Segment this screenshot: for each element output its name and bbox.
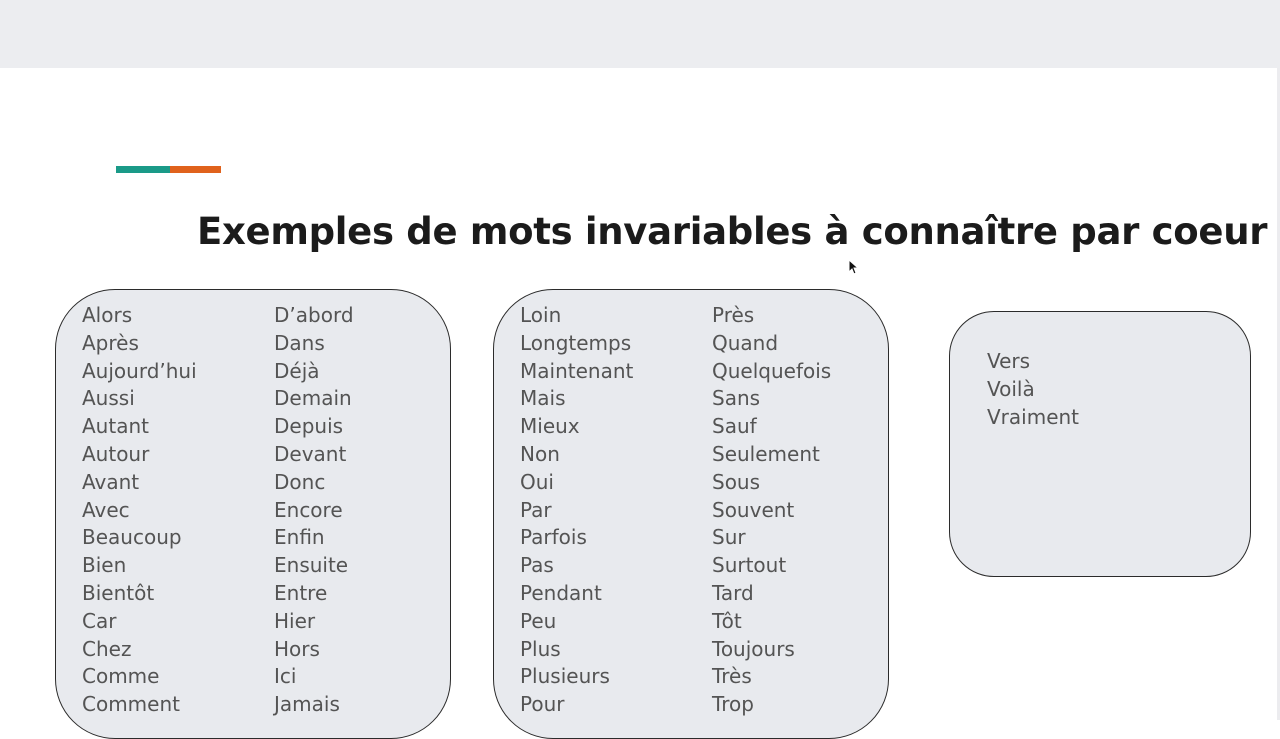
word-item: Enfin <box>274 525 325 550</box>
word-item: Ici <box>274 664 297 689</box>
word-item: Quand <box>712 330 779 355</box>
word-item: Plus <box>520 636 561 661</box>
word-item: Mieux <box>520 414 580 439</box>
word-item: Comme <box>82 664 160 689</box>
word-item: Entre <box>274 580 328 605</box>
word-item: Maintenant <box>520 358 634 383</box>
word-box-2 <box>493 289 889 739</box>
word-item: Par <box>520 497 552 522</box>
word-item: Avec <box>82 497 130 522</box>
top-toolbar-area <box>0 0 1280 68</box>
word-item: Ensuite <box>274 553 349 578</box>
word-item: Bien <box>82 553 127 578</box>
word-item: Longtemps <box>520 330 632 355</box>
word-item: Près <box>712 303 755 327</box>
word-item: Depuis <box>274 414 344 439</box>
word-column <box>712 302 831 719</box>
word-item: Très <box>712 664 752 689</box>
word-item: Trop <box>712 692 754 717</box>
word-item: Oui <box>520 469 554 494</box>
word-item: Avant <box>82 469 140 494</box>
word-item: Voilà <box>987 376 1035 401</box>
word-item: Déjà <box>274 358 320 383</box>
word-item: Devant <box>274 441 347 466</box>
word-item: Toujours <box>712 636 795 661</box>
word-box-1 <box>55 289 451 739</box>
word-item: Chez <box>82 636 132 661</box>
word-item: Alors <box>82 303 133 327</box>
word-item: Pour <box>520 692 565 717</box>
word-item: Dans <box>274 330 325 355</box>
word-box-3 <box>949 311 1251 577</box>
word-item: Surtout <box>712 553 787 578</box>
accent-bar-teal <box>116 166 170 173</box>
word-item: Tard <box>712 580 754 605</box>
word-item: Aujourd’hui <box>82 358 197 383</box>
word-item: Non <box>520 441 560 466</box>
word-column <box>520 302 633 719</box>
word-item: Bientôt <box>82 580 155 605</box>
word-item: Vers <box>987 349 1031 373</box>
word-item: Hors <box>274 636 320 661</box>
word-item: Mais <box>520 386 566 411</box>
word-item: D’abord <box>274 303 354 327</box>
word-item: Pendant <box>520 580 602 605</box>
word-item: Autour <box>82 441 150 466</box>
word-item: Parfois <box>520 525 587 550</box>
word-item: Après <box>82 330 139 355</box>
word-item: Demain <box>274 386 352 411</box>
word-item: Seulement <box>712 441 820 466</box>
word-item: Tôt <box>712 608 742 633</box>
word-item: Peu <box>520 608 557 633</box>
word-item: Sous <box>712 469 761 494</box>
word-item: Aussi <box>82 386 135 411</box>
mouse-pointer-icon <box>848 259 858 275</box>
word-item: Sur <box>712 525 746 550</box>
word-column <box>987 348 1079 431</box>
accent-bar-orange <box>170 166 221 173</box>
word-item: Plusieurs <box>520 664 610 689</box>
word-item: Souvent <box>712 497 795 522</box>
word-item: Hier <box>274 608 316 633</box>
word-item: Quelquefois <box>712 358 832 383</box>
word-item: Loin <box>520 303 562 327</box>
word-column <box>274 302 354 719</box>
word-item: Jamais <box>274 692 340 717</box>
word-item: Donc <box>274 469 326 494</box>
word-item: Vraiment <box>987 404 1080 429</box>
word-item: Beaucoup <box>82 525 182 550</box>
word-item: Encore <box>274 497 343 522</box>
word-item: Autant <box>82 414 149 439</box>
word-item: Car <box>82 608 117 633</box>
word-item: Sans <box>712 386 761 411</box>
word-item: Comment <box>82 692 180 717</box>
slide-title: Exemples de mots invariables à connaître par coeur <box>197 210 1268 253</box>
word-item: Pas <box>520 553 554 578</box>
word-column <box>82 302 197 719</box>
word-item: Sauf <box>712 414 757 439</box>
